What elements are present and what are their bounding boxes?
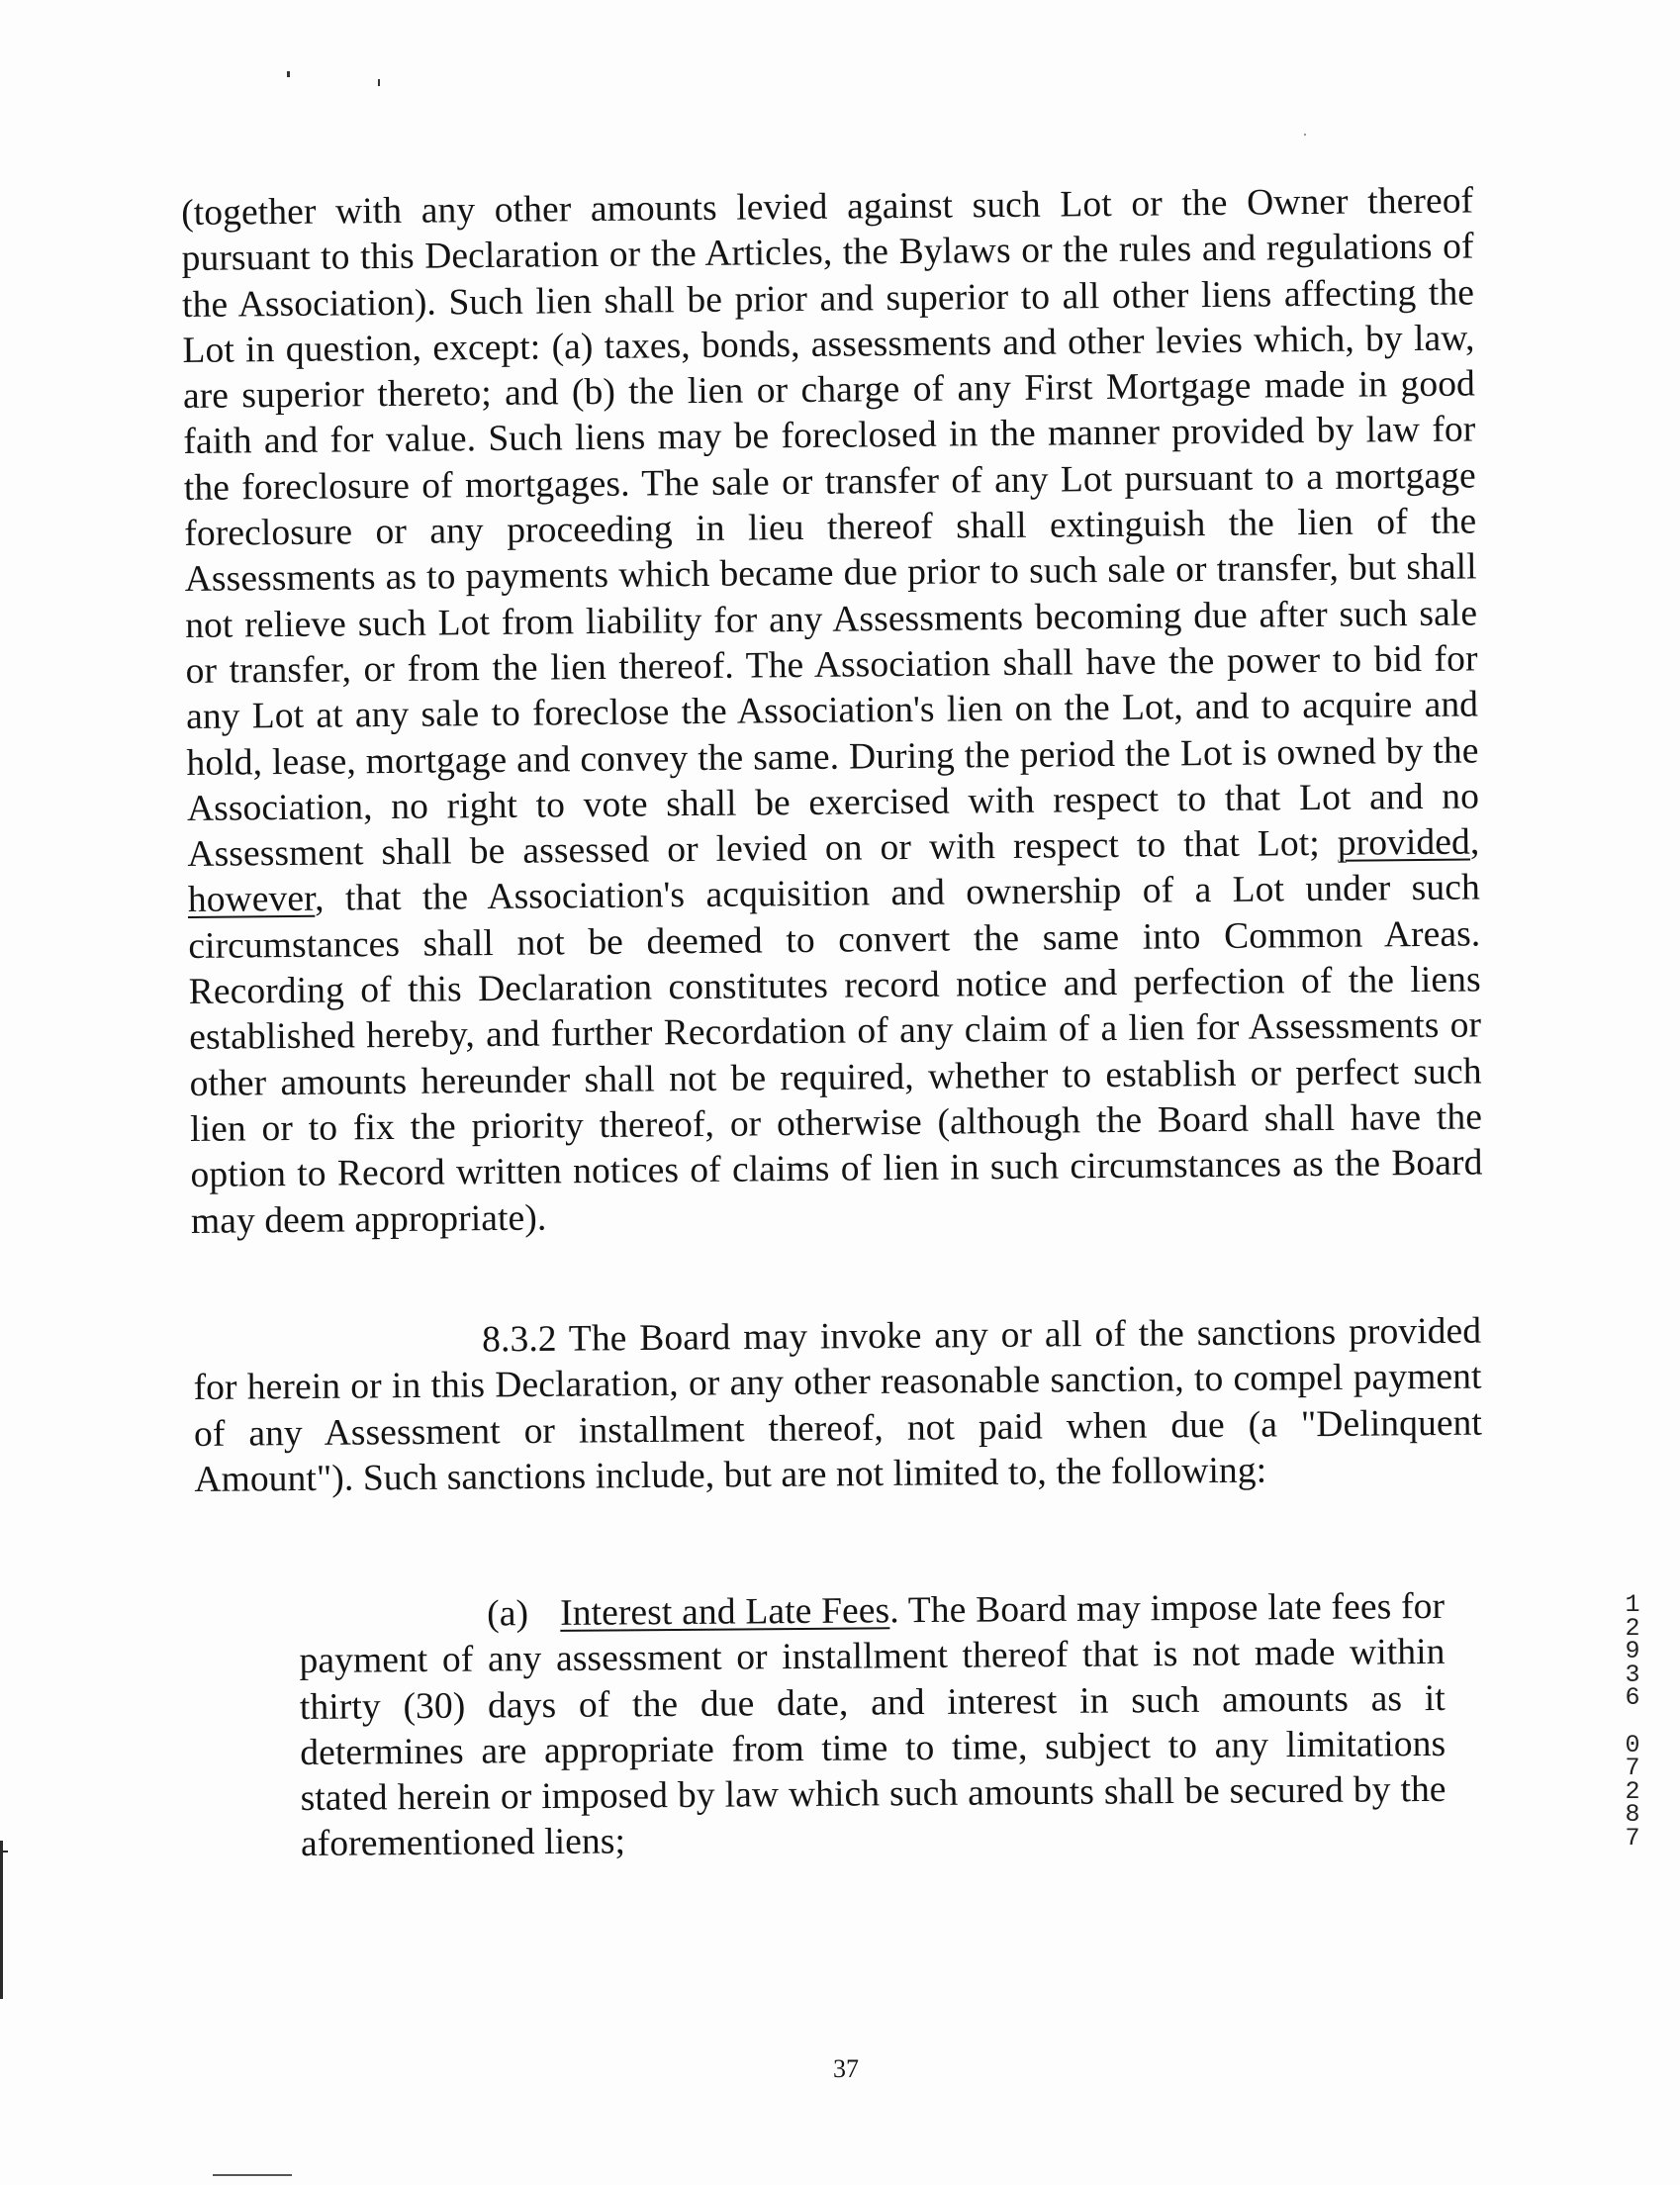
however-term: however bbox=[187, 879, 316, 921]
stamp-digit: 0 bbox=[1625, 1730, 1640, 1759]
stamp-digit: 9 bbox=[1625, 1637, 1640, 1665]
provided-term: provided bbox=[1337, 821, 1471, 864]
stamp-digit: 2 bbox=[1625, 1776, 1640, 1806]
scan-speck bbox=[378, 79, 380, 86]
item-a-label: (a) bbox=[487, 1593, 529, 1635]
stamp-digit: 8 bbox=[1625, 1800, 1640, 1829]
scan-edge-mark bbox=[0, 1841, 3, 1999]
scan-edge-mark bbox=[0, 1851, 8, 1852]
stamp-digit: 3 bbox=[1625, 1660, 1640, 1689]
scan-speck bbox=[1304, 134, 1306, 136]
stamp-digit: 7 bbox=[1625, 1754, 1640, 1782]
provided-comma: , bbox=[1469, 821, 1480, 863]
scan-bottom-mark bbox=[213, 2174, 292, 2176]
stamp-digit: 6 bbox=[1625, 1683, 1640, 1712]
page-number: 37 bbox=[833, 2054, 859, 2083]
stamp-gap bbox=[1618, 1710, 1647, 1734]
item-a-paragraph bbox=[299, 1584, 1447, 1868]
item-a-heading: Interest and Late Fees bbox=[560, 1590, 890, 1634]
stamp-digit: 2 bbox=[1625, 1613, 1640, 1643]
scan-speck bbox=[287, 71, 290, 77]
stamp-digit: 7 bbox=[1625, 1823, 1640, 1852]
lien-paragraph-text: (together with any other amounts levied against such Lot or the Owner thereof pursuant to this Declaration or the Articles, the Bylaws or the rules and regulations of the Association). Such lien shall be prior and superior to all other liens affecting the Lot in question, except: (a) taxes, bonds, assessments and other levies which, by law, are superior thereto; and (b) the lien or charge of any First Mortgage made in good faith and for value. Such liens may be foreclosed in the manner provided by law for the foreclosure of mortgages. The sale or transfer of any Lot pursuant to a mortgage foreclosure or any proceeding in lieu thereof shall extinguish the lien of the Assessments as to payments which became due prior to such sale or transfer, but shall not relieve such Lot from liability for any Assessments becoming due after such sale or transfer, or from the lien thereof. The Association shall have the power to bid for any Lot at any sale to foreclose the Association's lien on the Lot, and to acquire and hold, lease, mortgage and convey the same. During the period the Lot is owned by the Association, no right to vote shall be exercised with respect to that Lot and no Assessment shall be assessed or levied on or with respect to that Lot; bbox=[181, 180, 1480, 876]
indent bbox=[193, 1351, 482, 1354]
lien-paragraph-text-end: , that the Association's acquisition and ownership of a Lot under such circumstances shall not be deemed to convert the same into Common Areas. Recording of this Declaration constitutes record notice and perfection of the liens established hereby, and further Recordation of any claim of a lien for Assessments or other amounts hereunder shall not be required, whether to establish or perfect such lien or to fix the priority thereof, or otherwise (although the Board shall have the option to Record written notices of claims of lien in such circumstances as the Board may deem appropriate). bbox=[188, 867, 1483, 1242]
indent bbox=[299, 1626, 487, 1627]
item-a-text: . The Board may impose late fees for payment of any assessment or installment thereof that is not made within thirty (30) days of the due date, and interest in such amounts as it determines are appropriate from time to time, subject to any limitations stated herein or imposed by law which such amounts shall be secured by the aforementioned liens; bbox=[299, 1585, 1447, 1865]
lien-paragraph bbox=[181, 178, 1483, 1244]
section-8-3-2-text: 8.3.2 The Board may invoke any or all of the sanctions provided for herein or in this Declaration, or any other reasonable sanction, to compel payment of any Assessment or installment thereof, not paid when due (a "Delinquent Amount"). Such sanctions include, but are not limited to, the following: bbox=[193, 1310, 1483, 1500]
section-8-3-2 bbox=[193, 1309, 1483, 1504]
stamp-digit: 1 bbox=[1625, 1590, 1640, 1619]
recording-stamp bbox=[1618, 1590, 1647, 1852]
